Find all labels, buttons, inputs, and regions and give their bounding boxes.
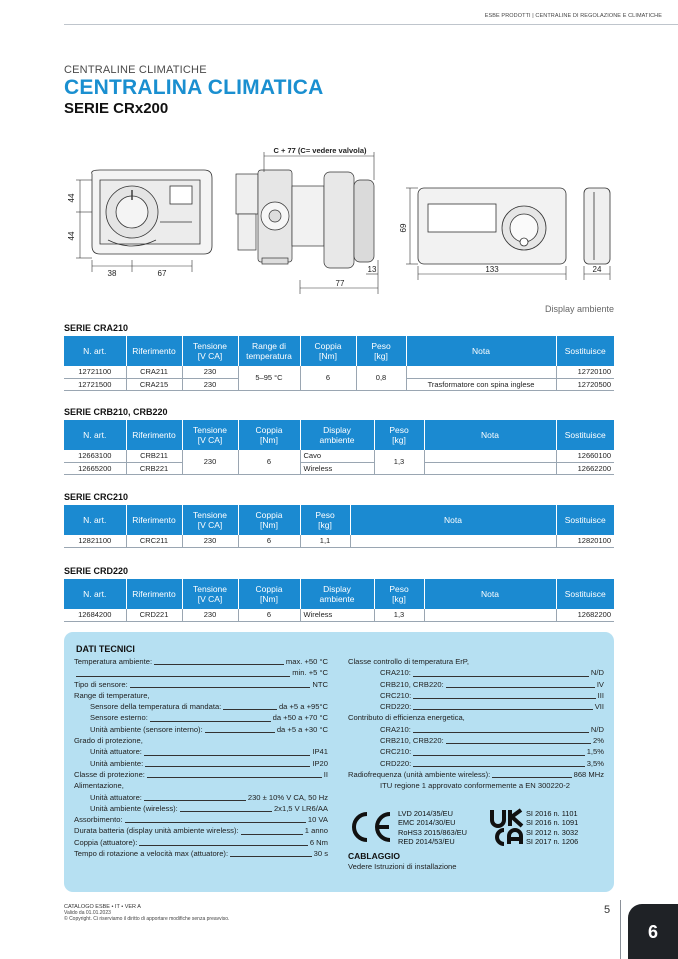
spec-value: da +5 a +95°C — [278, 702, 328, 712]
section-title-crb210: SERIE CRB210, CRB220 — [64, 407, 168, 417]
header-rule — [64, 24, 678, 25]
spec-label: Unità ambiente (sensore interno): — [90, 724, 203, 734]
spec-value: 3,5% — [586, 758, 604, 768]
page-subtitle: SERIE CRx200 — [64, 100, 169, 117]
cell: 6 — [238, 609, 300, 621]
cell: CRB221 — [126, 462, 182, 474]
page-title: CENTRALINA CLIMATICA — [64, 76, 324, 99]
cell: 12682200 — [556, 609, 614, 621]
cell: CRD221 — [126, 609, 182, 621]
spec-value: da +5 a +30 °C — [276, 724, 328, 734]
spec-label: Range di temperature, — [74, 690, 150, 700]
spec-value: IP20 — [312, 758, 328, 768]
spec-label: Unità ambiente (wireless): — [90, 803, 178, 813]
cell — [424, 609, 556, 621]
col-header: Tensione [V CA] — [182, 579, 238, 609]
cell: 12660100 — [556, 450, 614, 462]
spec-value: 1 anno — [304, 826, 328, 836]
leader-line — [144, 755, 310, 756]
col-header: Riferimento — [126, 336, 182, 366]
certifications — [348, 808, 608, 848]
ukca-regulations — [526, 809, 578, 846]
spec-line — [74, 690, 328, 701]
col-header: Sostituisce — [556, 579, 614, 609]
col-header: Nota — [424, 579, 556, 609]
table-crb210 — [64, 420, 614, 475]
spec-line — [348, 656, 604, 667]
spec-line — [74, 667, 328, 678]
dim-77: 77 — [335, 279, 345, 288]
spec-value: III — [597, 690, 604, 700]
leader-line — [413, 732, 589, 733]
running-header: ESBE PRODOTTI | CENTRALINE DI REGOLAZIONE E CLIMATICHE — [484, 13, 662, 19]
section-title-cra210: SERIE CRA210 — [64, 323, 129, 333]
leader-line — [125, 822, 306, 823]
ce-mark-icon — [348, 810, 394, 844]
spec-line — [348, 746, 604, 757]
valve-side-drawing — [236, 170, 374, 268]
leader-line — [147, 777, 322, 778]
cell: Cavo — [300, 450, 374, 462]
spec-label: Classe controllo di temperatura ErP, — [348, 657, 469, 666]
cell: 12721500 — [64, 378, 126, 390]
leader-line — [230, 856, 312, 857]
footer — [64, 904, 229, 923]
col-header: Display ambiente — [300, 420, 374, 450]
leader-line — [180, 811, 272, 812]
cell: CRA211 — [126, 366, 182, 378]
col-header: Riferimento — [126, 420, 182, 450]
leader-line — [150, 721, 271, 722]
cablaggio-text: Vedere Istruzioni di installazione — [348, 862, 457, 871]
spec-value: IV — [596, 679, 604, 689]
col-header: Tensione [V CA] — [182, 336, 238, 366]
col-header: Tensione [V CA] — [182, 420, 238, 450]
spec-line — [74, 825, 328, 836]
spec-label: Tempo di rotazione a velocità max (attuatore): — [74, 849, 229, 859]
cablaggio-title: CABLAGGIO — [348, 851, 400, 861]
col-header: Sostituisce — [556, 420, 614, 450]
cell: CRA215 — [126, 378, 182, 390]
spec-line — [74, 837, 328, 848]
table-header-row — [64, 420, 614, 450]
cell: 12662200 — [556, 462, 614, 474]
col-header: N. art. — [64, 420, 126, 450]
leader-line — [413, 698, 595, 699]
cell: CRB211 — [126, 450, 182, 462]
table-row — [64, 535, 614, 547]
dim-38: 38 — [107, 269, 117, 278]
leader-line — [413, 709, 592, 710]
table-header-row — [64, 579, 614, 609]
table-row — [64, 609, 614, 621]
spec-line — [74, 792, 328, 803]
spec-label: Coppia (attuatore): — [74, 837, 138, 847]
cell: 12665200 — [64, 462, 126, 474]
technical-data-left-column — [74, 656, 328, 859]
col-header: Sostituisce — [556, 505, 614, 535]
cell: 0,8 — [356, 366, 406, 390]
spec-line — [348, 758, 604, 769]
dim-133: 133 — [485, 265, 499, 274]
cell: 1,3 — [374, 609, 424, 621]
spec-label: ITU regione 1 approvato conformemente a EN 300220-2 — [380, 781, 570, 791]
leader-line — [413, 766, 584, 767]
dim-24: 24 — [592, 265, 602, 274]
col-header: Nota — [406, 336, 556, 366]
cell: CRC211 — [126, 535, 182, 547]
col-header: Coppia [Nm] — [300, 336, 356, 366]
spec-line — [74, 701, 328, 712]
spec-line — [74, 656, 328, 667]
cell: 12721100 — [64, 366, 126, 378]
leader-line — [446, 687, 595, 688]
cell: 12663100 — [64, 450, 126, 462]
spec-value: 1,5% — [586, 747, 604, 757]
col-header: Range di temperatura — [238, 336, 300, 366]
col-header: Coppia [Nm] — [238, 579, 300, 609]
spec-value: max. +50 °C — [285, 657, 328, 666]
spec-label: CRA210: — [380, 668, 411, 678]
table-row — [64, 462, 614, 474]
spec-line — [348, 780, 604, 791]
footer-copyright: © Copyright. Ci riserviamo il diritto di apportare modifiche senza preavviso. — [64, 916, 230, 923]
col-header: Peso [kg] — [356, 336, 406, 366]
spec-value: 6 Nm — [309, 837, 328, 847]
chapter-tab: 6 — [628, 904, 678, 959]
spec-value: NTC — [312, 679, 328, 689]
ce-line: LVD 2014/35/EU — [398, 809, 453, 818]
table-header-row — [64, 336, 614, 366]
table-header-row — [64, 505, 614, 535]
spec-line — [74, 814, 328, 825]
cell: 1,3 — [374, 450, 424, 474]
spec-label: Sensore esterno: — [90, 713, 148, 723]
dim-13: 13 — [367, 265, 377, 274]
technical-data-right-column — [348, 656, 604, 792]
leader-line — [154, 664, 284, 665]
footer-catalog: CATALOGO ESBE • IT • VER A — [64, 904, 141, 910]
spec-line — [74, 780, 328, 791]
cell: Trasformatore con spina inglese — [406, 378, 556, 390]
spec-line — [74, 758, 328, 769]
footer-validity: Valido da 01.01.2023 — [64, 910, 111, 917]
spec-label: Assorbimento: — [74, 815, 123, 825]
spec-value: 2x1,5 V LR6/AA — [273, 803, 328, 813]
spec-label: Radiofrequenza (unità ambiente wireless): — [348, 769, 491, 779]
spec-value: N/D — [590, 668, 604, 678]
dim-c77: C + 77 (C= vedere valvola) — [273, 146, 367, 155]
spec-label: Temperatura ambiente: — [74, 657, 153, 666]
section-title-crd220: SERIE CRD220 — [64, 566, 129, 576]
spec-label: Alimentazione, — [74, 781, 124, 791]
leader-line — [145, 766, 310, 767]
col-header: Peso [kg] — [374, 579, 424, 609]
col-header: N. art. — [64, 336, 126, 366]
dim-44-top: 44 — [67, 193, 76, 203]
spec-line — [348, 735, 604, 746]
spec-value: da +50 a +70 °C — [272, 713, 328, 723]
col-header: N. art. — [64, 505, 126, 535]
spec-line — [74, 724, 328, 735]
spec-line — [74, 712, 328, 723]
dim-69: 69 — [399, 223, 408, 233]
uk-line: SI 2016 n. 1091 — [526, 818, 579, 828]
dim-44-bottom: 44 — [67, 231, 76, 241]
leader-line — [413, 676, 589, 677]
leader-line — [241, 834, 303, 835]
spec-line — [348, 690, 604, 701]
cell: 230 — [182, 450, 238, 474]
page-number: 5 — [604, 904, 611, 916]
leader-line — [139, 845, 308, 846]
col-header: Peso [kg] — [300, 505, 350, 535]
leader-line — [446, 743, 591, 744]
dim-67: 67 — [157, 269, 167, 278]
category-label: CENTRALINE CLIMATICHE — [64, 64, 207, 76]
tab-divider — [620, 900, 621, 959]
cell: 6 — [238, 450, 300, 474]
spec-label: CRC210: — [380, 690, 412, 700]
leader-line — [205, 732, 275, 733]
table-row — [64, 450, 614, 462]
spec-label: CRA210: — [380, 724, 411, 734]
uk-line: SI 2016 n. 1101 — [526, 809, 578, 818]
leader-line — [223, 709, 277, 710]
cell — [424, 462, 556, 474]
room-display-front-drawing — [418, 188, 566, 264]
cell: 12820100 — [556, 535, 614, 547]
cell: 230 — [182, 378, 238, 390]
spec-line — [348, 667, 604, 678]
leader-line — [76, 676, 290, 677]
spec-label: Classe di protezione: — [74, 769, 145, 779]
spec-line — [348, 724, 604, 735]
spec-line — [74, 848, 328, 859]
spec-label: CRB210, CRB220: — [380, 679, 444, 689]
spec-line — [348, 712, 604, 723]
col-header: Coppia [Nm] — [238, 420, 300, 450]
spec-value: N/D — [590, 724, 604, 734]
col-header: Riferimento — [126, 505, 182, 535]
spec-line — [74, 769, 328, 780]
leader-line — [413, 755, 584, 756]
cell: 12720500 — [556, 378, 614, 390]
table-crc210 — [64, 505, 614, 548]
spec-value: IP41 — [312, 747, 328, 757]
col-header: Peso [kg] — [374, 420, 424, 450]
dimension-drawings — [60, 140, 620, 300]
spec-value: min. +5 °C — [292, 668, 328, 678]
cell: 5–95 °C — [238, 366, 300, 390]
cell: 1,1 — [300, 535, 350, 547]
col-header: Coppia [Nm] — [238, 505, 300, 535]
spec-value: II — [323, 769, 328, 779]
leader-line — [492, 777, 571, 778]
spec-line — [74, 679, 328, 690]
spec-label: Grado di protezione, — [74, 736, 143, 746]
cell — [424, 450, 556, 462]
spec-value: 868 MHz — [573, 769, 604, 779]
col-header: N. art. — [64, 579, 126, 609]
cell: Wireless — [300, 609, 374, 621]
col-header: Riferimento — [126, 579, 182, 609]
spec-value: 10 VA — [307, 815, 328, 825]
cell: 6 — [238, 535, 300, 547]
leader-line — [144, 800, 246, 801]
cell: Wireless — [300, 462, 374, 474]
cell: 230 — [182, 609, 238, 621]
uk-line: SI 2017 n. 1206 — [526, 836, 579, 846]
spec-line — [74, 803, 328, 814]
spec-label: Tipo di sensore: — [74, 679, 128, 689]
ce-line: RED 2014/53/EU — [398, 836, 455, 846]
actuator-front-drawing — [92, 170, 212, 254]
cell — [406, 366, 556, 378]
spec-label: Unità attuatore: — [90, 747, 142, 757]
section-title-crc210: SERIE CRC210 — [64, 492, 129, 502]
spec-label: CRB210, CRB220: — [380, 736, 444, 746]
spec-line — [74, 746, 328, 757]
col-header: Nota — [350, 505, 556, 535]
col-header: Display ambiente — [300, 579, 374, 609]
ukca-mark-icon — [490, 808, 524, 846]
cell: 230 — [182, 535, 238, 547]
leader-line — [130, 687, 311, 688]
spec-label: CRC210: — [380, 747, 412, 757]
cell: 12720100 — [556, 366, 614, 378]
table-row — [64, 366, 614, 378]
spec-label: Unità ambiente: — [90, 758, 144, 768]
spec-label: Unità attuatore: — [90, 792, 142, 802]
technical-data-panel — [64, 632, 614, 892]
spec-value: 30 s — [313, 849, 328, 859]
spec-label: CRD220: — [380, 758, 412, 768]
display-ambiente-caption: Display ambiente — [544, 304, 614, 314]
spec-line — [348, 701, 604, 712]
technical-data-title: DATI TECNICI — [76, 644, 135, 654]
ce-line: RoHS3 2015/863/EU — [398, 827, 468, 837]
cell: 12684200 — [64, 609, 126, 621]
table-crd220 — [64, 579, 614, 622]
spec-value: 230 ± 10% V CA, 50 Hz — [247, 792, 328, 802]
spec-value: 2% — [593, 736, 604, 746]
room-display-side-drawing — [584, 188, 610, 264]
cell — [350, 535, 556, 547]
col-header: Sostituisce — [556, 336, 614, 366]
spec-label: CRD220: — [380, 702, 412, 712]
spec-line — [74, 735, 328, 746]
cell: 6 — [300, 366, 356, 390]
spec-line — [348, 769, 604, 780]
spec-label: Durata batteria (display unità ambiente wireless): — [74, 826, 239, 836]
ce-line: EMC 2014/30/EU — [398, 818, 456, 828]
spec-line — [348, 679, 604, 690]
spec-value: VII — [594, 702, 604, 712]
col-header: Tensione [V CA] — [182, 505, 238, 535]
cell: 230 — [182, 366, 238, 378]
uk-line: SI 2012 n. 3032 — [526, 827, 579, 837]
cell: 12821100 — [64, 535, 126, 547]
col-header: Nota — [424, 420, 556, 450]
spec-label: Contributo di efficienza energetica, — [348, 713, 465, 723]
ce-directives — [398, 809, 467, 846]
spec-label: Sensore della temperatura di mandata: — [90, 702, 222, 712]
table-cra210 — [64, 336, 614, 391]
